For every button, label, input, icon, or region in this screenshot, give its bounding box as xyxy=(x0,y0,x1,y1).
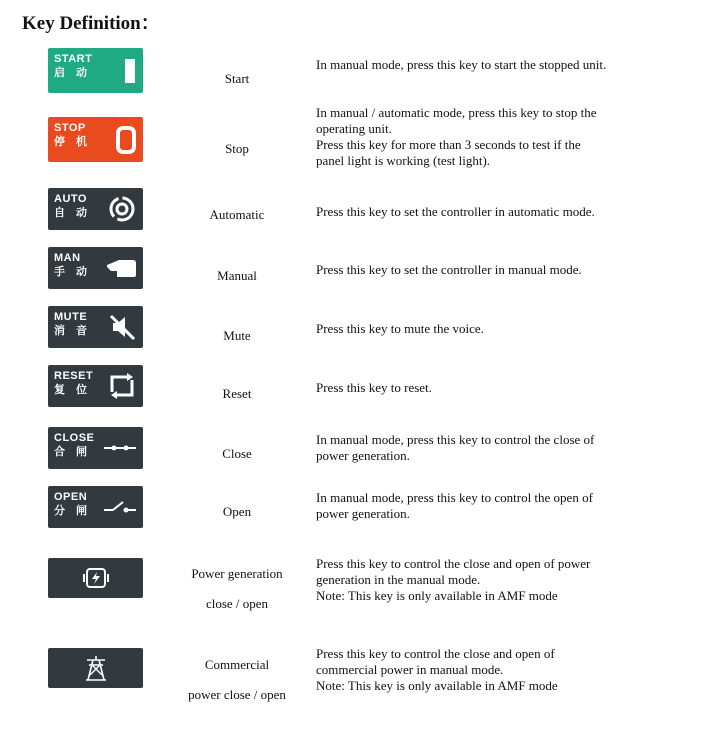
open-key-desc: In manual mode, press this key to control the open of power generation. xyxy=(316,490,593,521)
mute-key-desc: Press this key to mute the voice. xyxy=(316,321,484,336)
commercial-power-key[interactable] xyxy=(48,648,143,688)
stop-key[interactable] xyxy=(48,117,143,162)
hand-icon xyxy=(105,257,137,279)
open-key-name: Open xyxy=(222,504,252,519)
start-key-cn-label: 启 动 xyxy=(54,66,92,79)
switch-closed-icon xyxy=(103,442,137,454)
bar-icon xyxy=(123,58,137,84)
mute-key[interactable] xyxy=(48,306,143,348)
open-key-label: OPEN xyxy=(54,491,88,503)
auto-key-label: AUTO xyxy=(54,193,87,205)
reset-loop-icon xyxy=(107,372,137,400)
switch-open-icon xyxy=(103,499,137,515)
manual-key-name: Manual xyxy=(217,268,257,283)
reset-key[interactable] xyxy=(48,365,143,407)
power-generation-key-desc: Press this key to control the close and open of power generation in the manual mode. Note: This key is only available in AMF mode xyxy=(316,556,591,603)
auto-key[interactable] xyxy=(48,188,143,230)
mute-key-name: Mute xyxy=(223,328,251,343)
manual-key-label: MAN xyxy=(54,252,81,264)
stop-key-desc: In manual / automatic mode, press this key to stop the operating unit. Press this key for more than 3 seconds to test if the panel light is working (test light). xyxy=(316,105,597,168)
stop-key-cn-label: 停 机 xyxy=(54,135,92,148)
start-key-name: Start xyxy=(224,71,250,86)
section-title: Key Definition： xyxy=(22,13,160,34)
reset-key-desc: Press this key to reset. xyxy=(316,380,432,395)
manual-key-cn-label: 手 动 xyxy=(54,265,92,278)
start-key-label: START xyxy=(54,53,93,65)
close-key-name: Close xyxy=(222,446,252,461)
stop-key-label: STOP xyxy=(54,122,86,134)
reset-key-name: Reset xyxy=(222,386,252,401)
start-key[interactable] xyxy=(48,48,143,93)
auto-cycle-icon xyxy=(107,195,137,223)
close-key-cn-label: 合 闸 xyxy=(54,445,92,458)
mute-speaker-icon xyxy=(107,312,137,342)
stop-key-name: Stop xyxy=(225,141,249,156)
auto-key-desc: Press this key to set the controller in automatic mode. xyxy=(316,204,595,219)
power-tower-icon xyxy=(84,655,108,681)
power-generation-key[interactable] xyxy=(48,558,143,598)
mute-key-label: MUTE xyxy=(54,311,88,323)
open-key-cn-label: 分 闸 xyxy=(54,504,92,517)
reset-key-label: RESET xyxy=(54,370,94,382)
power-generation-key-name: Power generation close / open xyxy=(191,566,283,611)
generator-icon xyxy=(82,566,110,590)
close-key-label: CLOSE xyxy=(54,432,95,444)
start-key-desc: In manual mode, press this key to start the stopped unit. xyxy=(316,57,607,72)
close-key-desc: In manual mode, press this key to control the close of power generation. xyxy=(316,432,595,463)
auto-key-name: Automatic xyxy=(209,207,265,222)
manual-key-desc: Press this key to set the controller in manual mode. xyxy=(316,262,582,277)
close-key[interactable] xyxy=(48,427,143,469)
manual-key[interactable] xyxy=(48,247,143,289)
commercial-power-key-desc: Press this key to control the close and open of commercial power in manual mode. Note: This key is only available in AMF mode xyxy=(316,646,558,693)
zero-icon xyxy=(115,126,137,154)
open-key[interactable] xyxy=(48,486,143,528)
mute-key-cn-label: 消 音 xyxy=(54,324,92,337)
commercial-power-key-name: Commercial power close / open xyxy=(188,657,286,702)
auto-key-cn-label: 自 动 xyxy=(54,206,92,219)
reset-key-cn-label: 复 位 xyxy=(54,383,92,396)
